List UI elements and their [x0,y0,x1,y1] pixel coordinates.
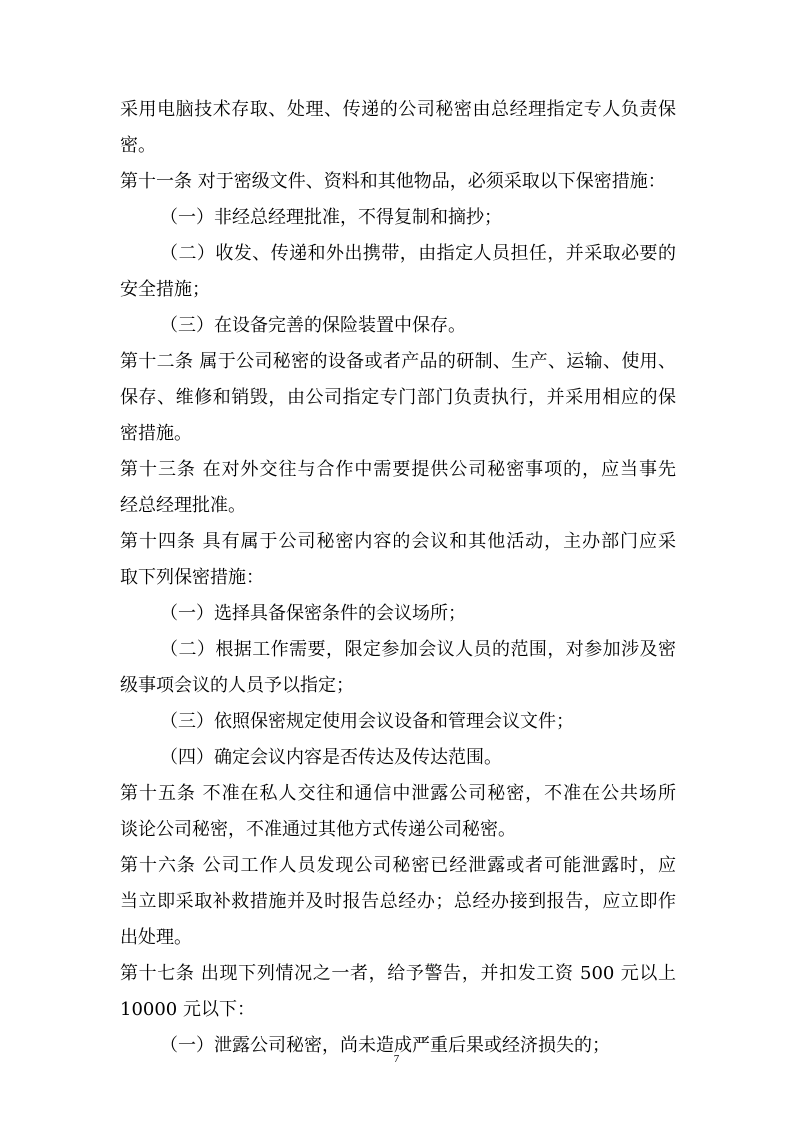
list-item: （三）在设备完善的保险装置中保存。 [160,315,466,336]
article-15-heading: 第十五条 不准在私人交往和通信中泄露公司秘密，不准在公共场所 [120,783,676,804]
list-item: （三）依照保密规定使用会议设备和管理会议文件； [160,711,574,732]
list-item: （一）非经总经理批准，不得复制和摘抄； [160,207,502,228]
list-item: （二）根据工作需要，限定参加会议人员的范围，对参加涉及密 [160,639,676,660]
article-13-heading: 第十三条 在对外交往与合作中需要提供公司秘密事项的，应当事先 [120,459,676,480]
list-item: （一）泄露公司秘密，尚未造成严重后果或经济损失的； [160,1035,610,1056]
text-line: 安全措施； [120,279,210,300]
article-16-heading: 第十六条 公司工作人员发现公司秘密已经泄露或者可能泄露时，应 [120,855,676,876]
text-line: 级事项会议的人员予以指定； [120,675,354,696]
list-item: （二）收发、传递和外出携带，由指定人员担任，并采取必要的 [160,243,676,264]
text-line: 密。 [120,135,156,156]
text-line: 经总经理批准。 [120,495,246,516]
article-11-heading: 第十一条 对于密级文件、资料和其他物品，必须采取以下保密措施： [120,171,666,192]
text-line: 谈论公司秘密，不准通过其他方式传递公司秘密。 [120,819,516,840]
text-line: 保存、维修和销毁，由公司指定专门部门负责执行，并采用相应的保 [120,387,676,408]
text-line: 当立即采取补救措施并及时报告总经办；总经办接到报告，应立即作 [120,891,676,912]
text-line: 密措施。 [120,423,192,444]
article-12-heading: 第十二条 属于公司秘密的设备或者产品的研制、生产、运输、使用、 [120,351,676,372]
list-item: （四）确定会议内容是否传达及传达范围。 [160,747,502,768]
article-17-heading: 第十七条 出现下列情况之一者，给予警告，并扣发工资 500 元以上 [120,963,676,984]
list-item: （一）选择具备保密条件的会议场所； [160,603,466,624]
text-line: 采用电脑技术存取、处理、传递的公司秘密由总经理指定专人负责保 [120,99,676,120]
document-body [120,92,676,1064]
page-number: 7 [393,1053,400,1065]
article-14-heading: 第十四条 具有属于公司秘密内容的会议和其他活动，主办部门应采 [120,531,676,552]
text-line: 出处理。 [120,927,192,948]
text-line: 10000 元以下： [120,999,255,1020]
text-line: 取下列保密措施： [120,567,264,588]
